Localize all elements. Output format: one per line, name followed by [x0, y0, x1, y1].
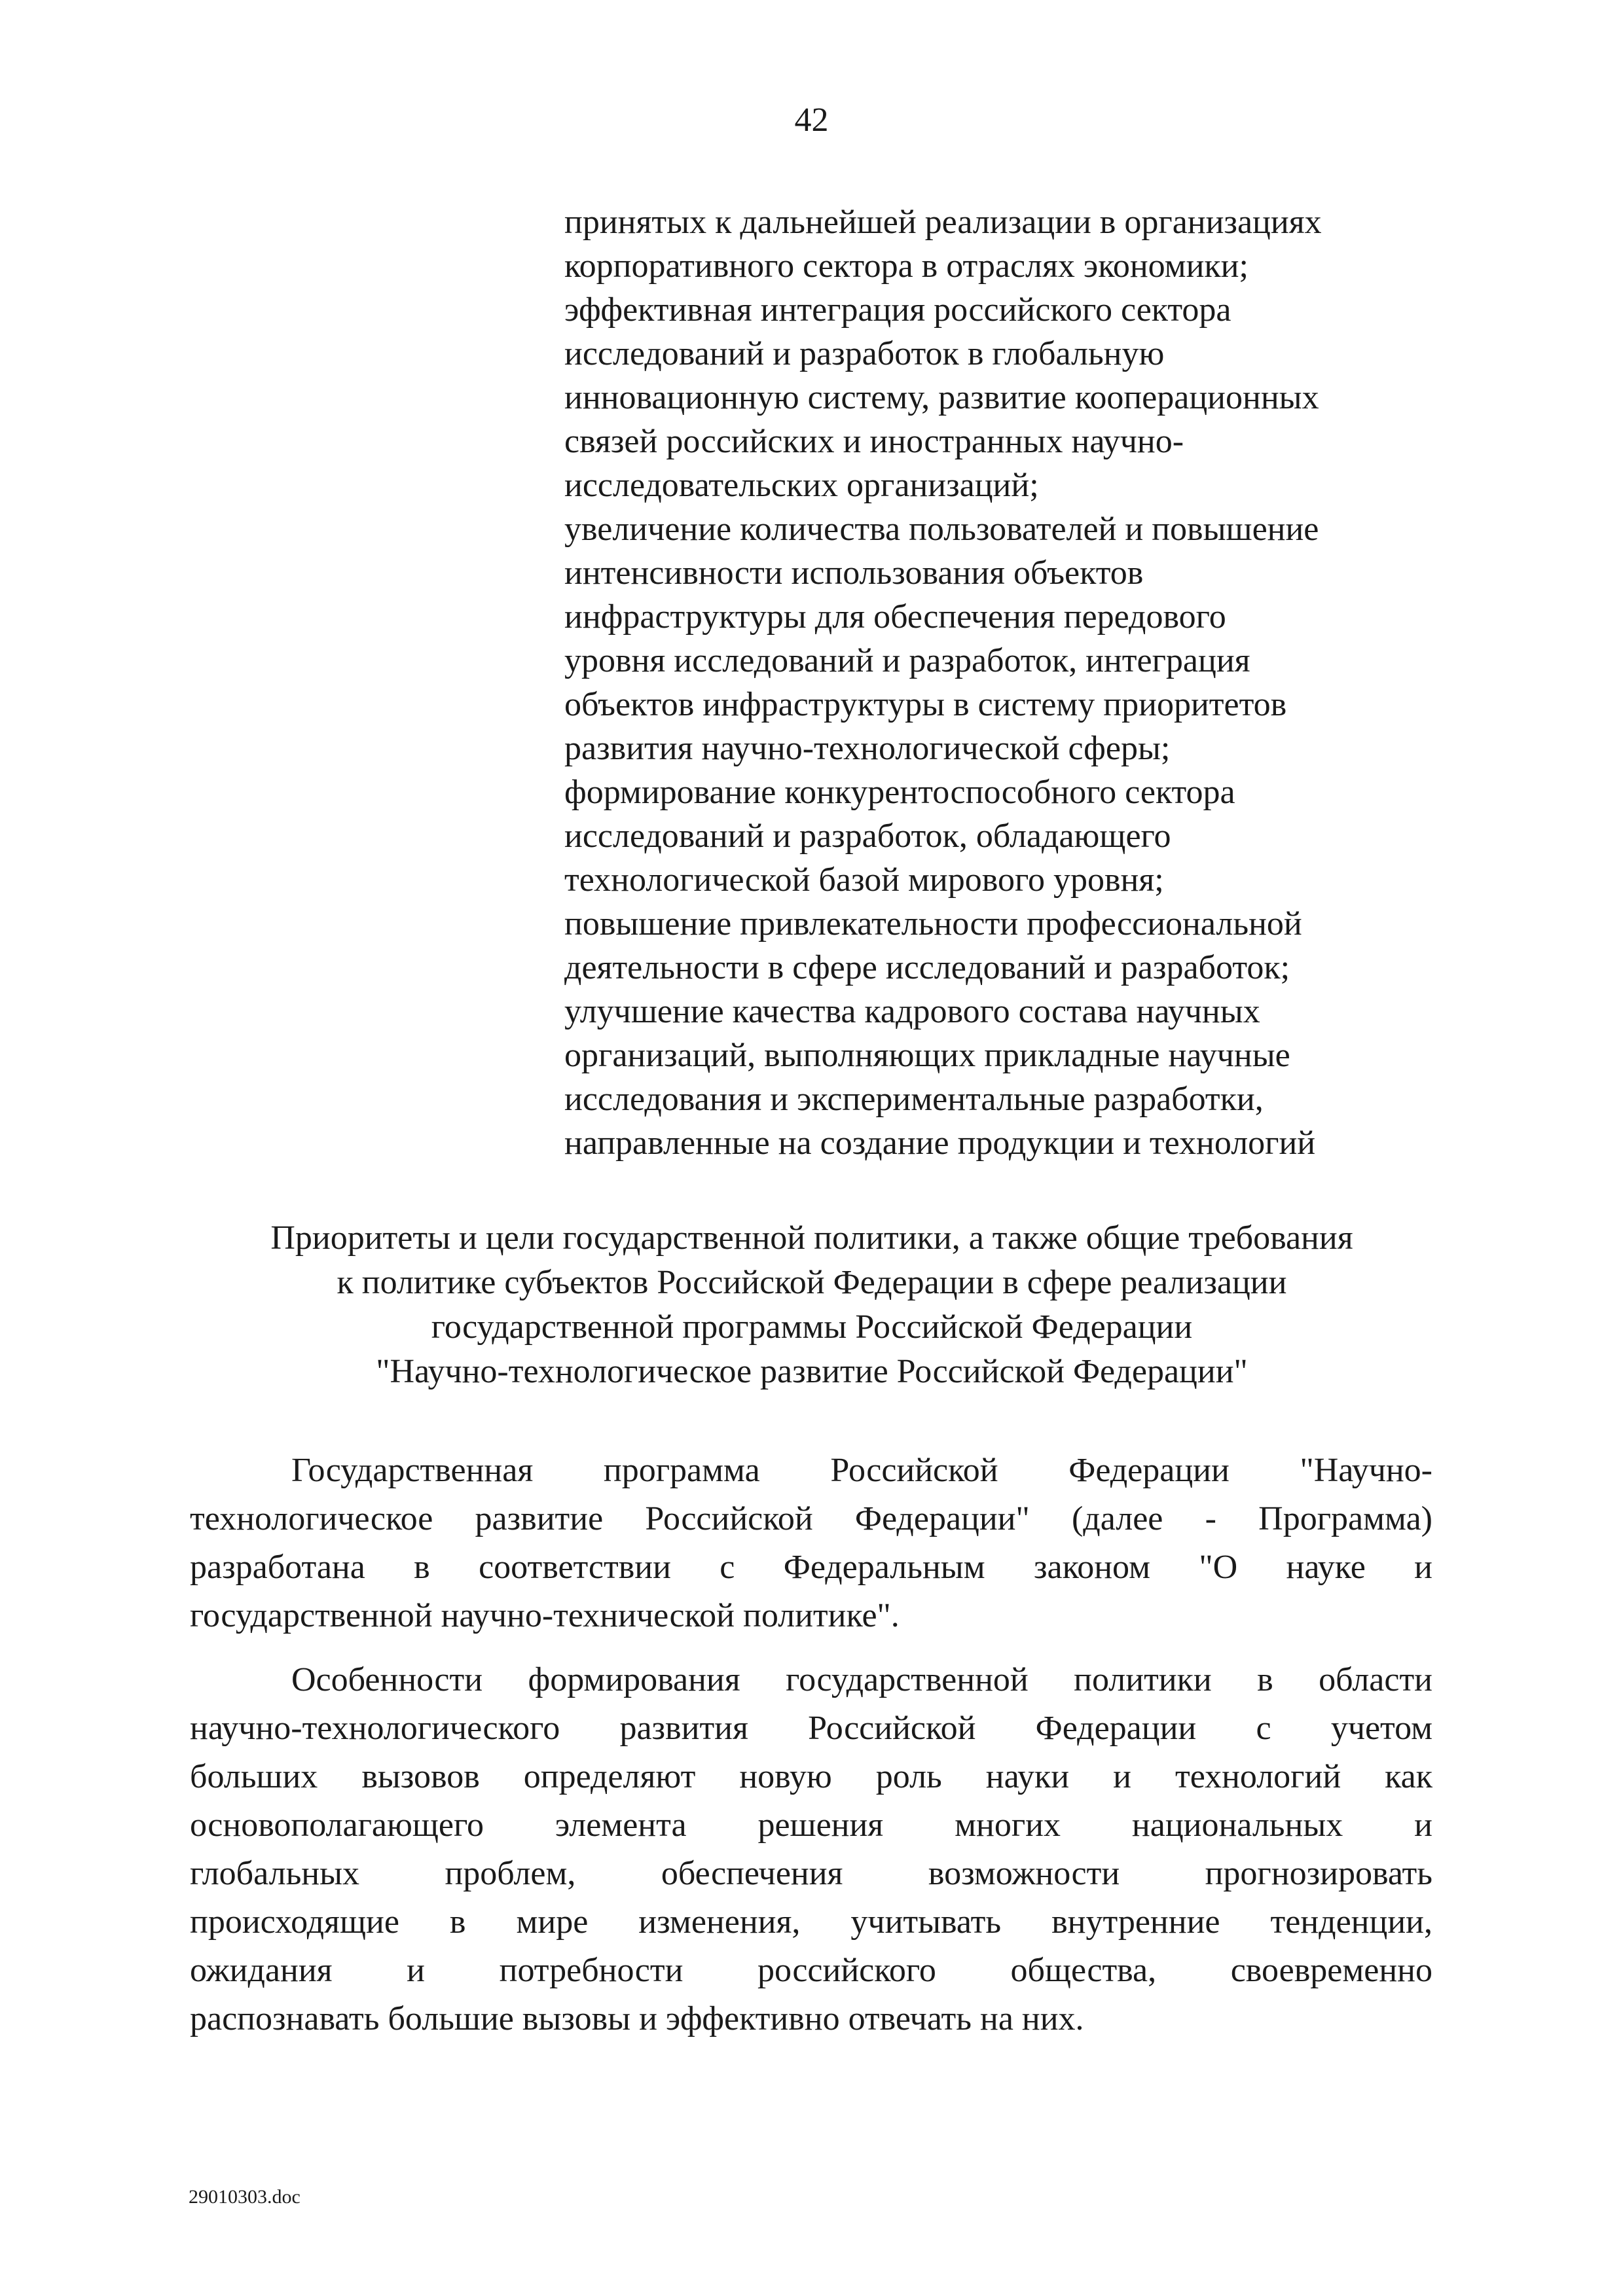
list-line: исследовательских организаций;	[564, 467, 1039, 504]
list-line: уровня исследований и разработок, интеграция	[564, 642, 1250, 679]
paragraph-line: основополагающего элемента решения многих национальных и	[190, 1806, 1432, 1844]
list-line: корпоративного сектора в отраслях экономики;	[564, 247, 1249, 285]
list-line: организаций, выполняющих прикладные научные	[564, 1037, 1290, 1074]
list-line: объектов инфраструктуры в систему приоритетов	[564, 686, 1287, 723]
heading-line: государственной программы Российской Федерации	[431, 1308, 1193, 1346]
list-line: исследований и разработок в глобальную	[564, 335, 1165, 372]
paragraph-line: происходящие в мире изменения, учитывать внутренние тенденции,	[190, 1903, 1432, 1941]
list-line: инфраструктуры для обеспечения передового	[564, 598, 1226, 636]
list-line: улучшение качества кадрового состава научных	[564, 993, 1260, 1030]
list-line: увеличение количества пользователей и повышение	[564, 511, 1319, 548]
list-line: принятых к дальнейшей реализации в организациях	[564, 204, 1322, 241]
list-line: технологической базой мирового уровня;	[564, 861, 1164, 899]
list-line: повышение привлекательности профессиональной	[564, 905, 1302, 942]
list-line: интенсивности использования объектов	[564, 554, 1144, 592]
paragraph-line: технологическое развитие Российской Федерации" (далее - Программа)	[190, 1500, 1432, 1537]
list-line: исследований и разработок, обладающего	[564, 817, 1171, 855]
paragraph-line: Особенности формирования государственной политики в области	[291, 1661, 1432, 1698]
heading-line: "Научно-технологическое развитие Российской Федерации"	[376, 1353, 1248, 1390]
list-line: исследования и экспериментальные разработки,	[564, 1081, 1264, 1118]
list-line: эффективная интеграция российского сектора	[564, 291, 1231, 329]
paragraph-line: больших вызовов определяют новую роль науки и технологий как	[190, 1758, 1432, 1795]
list-line: формирование конкурентоспособного сектора	[564, 774, 1235, 811]
heading-line: к политике субъектов Российской Федерации в сфере реализации	[337, 1264, 1287, 1301]
list-line: деятельности в сфере исследований и разработок;	[564, 949, 1290, 986]
paragraph-line: научно-технологического развития Российской Федерации с учетом	[190, 1710, 1432, 1747]
paragraph-policy-features	[190, 1656, 1432, 2043]
footer-file-name: 29010303.doc	[189, 2186, 301, 2208]
paragraph-program-basis	[190, 1446, 1432, 1640]
page-number: 42	[794, 101, 829, 139]
paragraph-line: ожидания и потребности российского общества, своевременно	[190, 1952, 1432, 1989]
list-line: развития научно-технологической сферы;	[564, 730, 1171, 767]
list-line: направленные на создание продукции и технологий	[564, 1124, 1316, 1162]
paragraph-line: разработана в соответствии с Федеральным законом "О науке и	[190, 1549, 1432, 1586]
paragraph-line: глобальных проблем, обеспечения возможности прогнозировать	[190, 1855, 1432, 1892]
section-heading	[157, 1216, 1467, 1394]
list-continuation	[564, 200, 1442, 1165]
paragraph-line: государственной научно-технической политике".	[190, 1597, 900, 1634]
list-line: инновационную систему, развитие кооперационных	[564, 379, 1319, 416]
heading-line: Приоритеты и цели государственной политики, а также общие требования	[270, 1219, 1353, 1257]
paragraph-line: распознавать большие вызовы и эффективно отвечать на них.	[190, 2000, 1084, 2037]
paragraph-line: Государственная программа Российской Федерации "Научно-	[291, 1452, 1432, 1489]
list-line: связей российских и иностранных научно-	[564, 423, 1184, 460]
